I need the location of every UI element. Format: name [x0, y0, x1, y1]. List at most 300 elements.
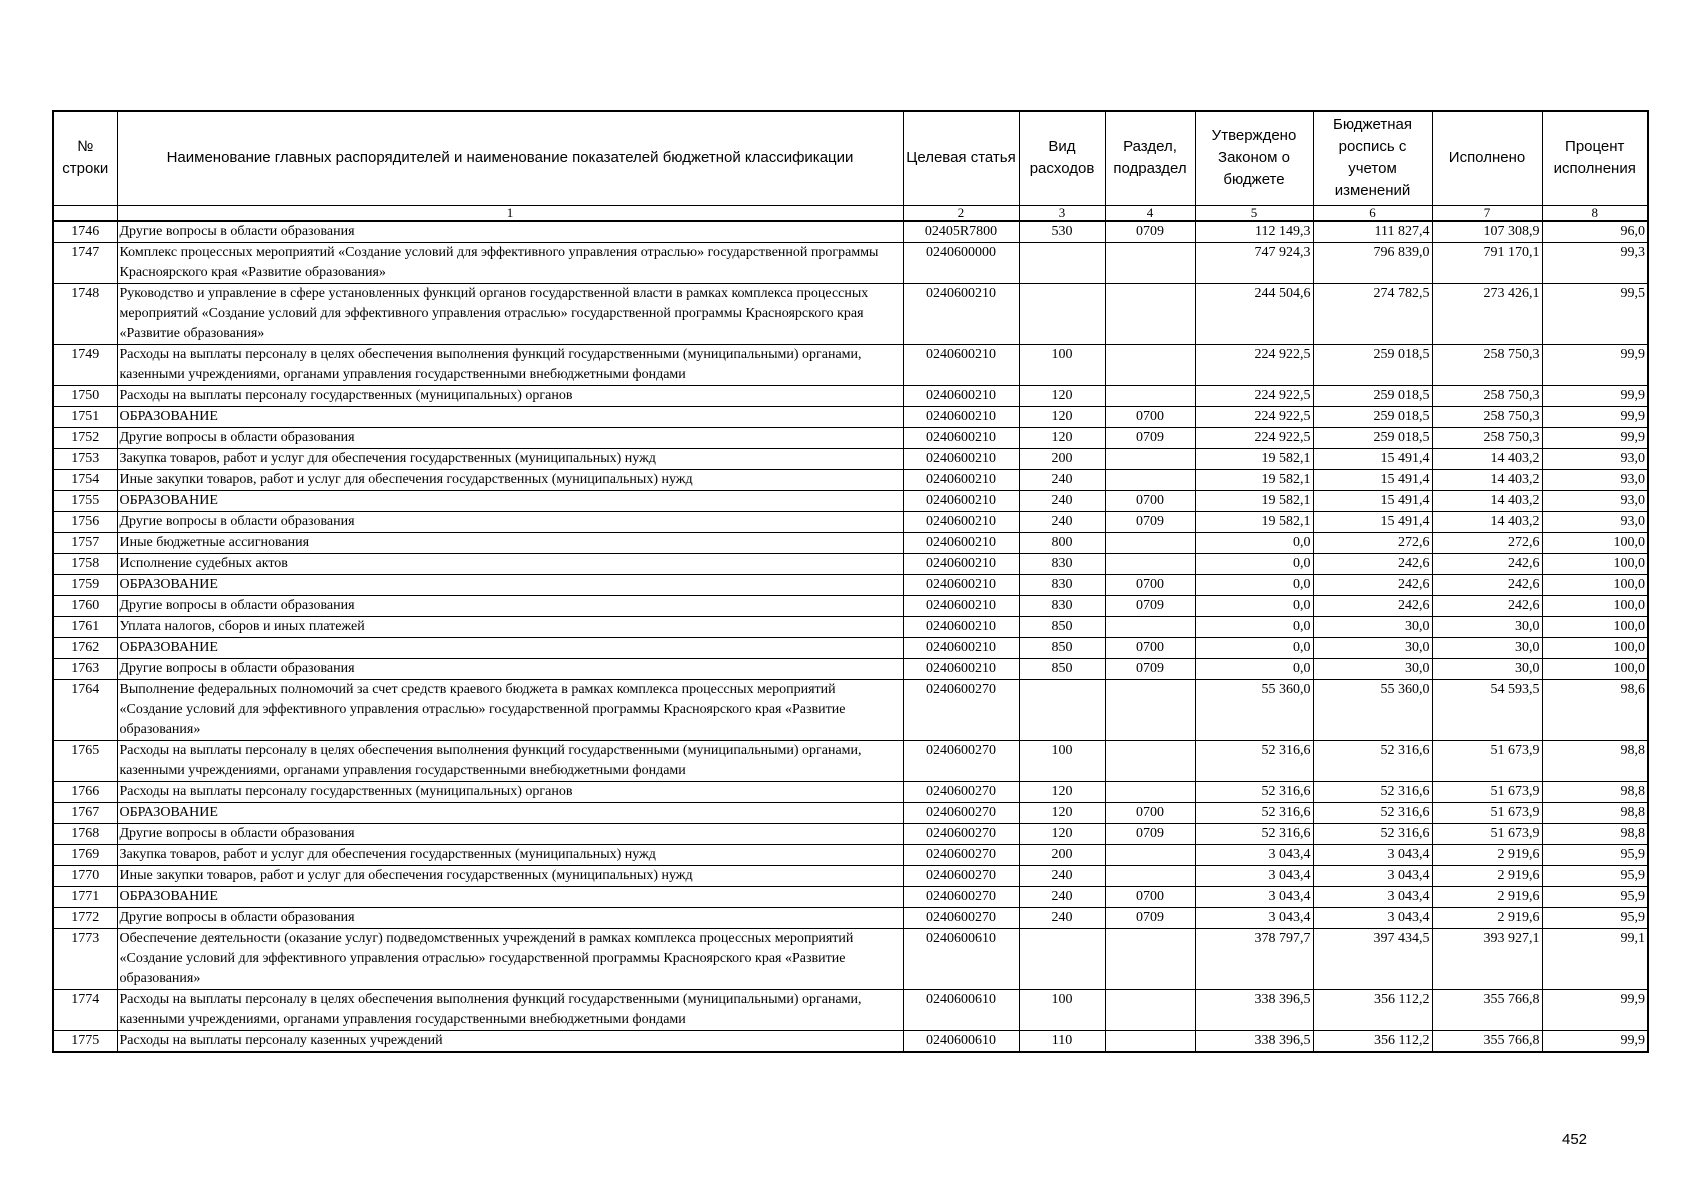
- row-number-cell: 1760: [53, 595, 117, 616]
- expense-type-cell: 240: [1019, 907, 1105, 928]
- page-number: 452: [1562, 1131, 1588, 1148]
- row-number-cell: 1775: [53, 1030, 117, 1052]
- section-cell: 0700: [1105, 802, 1195, 823]
- percent-cell: 93,0: [1542, 469, 1648, 490]
- approved-cell: 747 924,3: [1195, 242, 1313, 283]
- section-cell: 0709: [1105, 221, 1195, 243]
- name-cell: Расходы на выплаты персоналу в целях обеспечения выполнения функций государственными (муниципальными) органами, казенными учреждениями, органами управления государственными внебюджетными фондами: [117, 344, 903, 385]
- percent-cell: 100,0: [1542, 658, 1648, 679]
- target-article-cell: 0240600270: [903, 679, 1019, 740]
- percent-cell: 95,9: [1542, 886, 1648, 907]
- executed-cell: 51 673,9: [1432, 802, 1542, 823]
- approved-cell: 3 043,4: [1195, 886, 1313, 907]
- section-cell: [1105, 532, 1195, 553]
- budget-schedule-cell: 15 491,4: [1313, 469, 1432, 490]
- executed-cell: 273 426,1: [1432, 283, 1542, 344]
- executed-cell: 791 170,1: [1432, 242, 1542, 283]
- executed-cell: 14 403,2: [1432, 490, 1542, 511]
- budget-schedule-cell: 111 827,4: [1313, 221, 1432, 243]
- percent-cell: 98,8: [1542, 781, 1648, 802]
- expense-type-cell: 850: [1019, 637, 1105, 658]
- table-row: [53, 928, 1648, 989]
- percent-cell: 100,0: [1542, 595, 1648, 616]
- name-cell: Расходы на выплаты персоналу государственных (муниципальных) органов: [117, 781, 903, 802]
- table-row: [53, 865, 1648, 886]
- name-cell: ОБРАЗОВАНИЕ: [117, 886, 903, 907]
- section-cell: 0709: [1105, 427, 1195, 448]
- percent-cell: 98,8: [1542, 740, 1648, 781]
- budget-schedule-cell: 259 018,5: [1313, 385, 1432, 406]
- table-row: [53, 616, 1648, 637]
- percent-cell: 100,0: [1542, 553, 1648, 574]
- budget-schedule-cell: 3 043,4: [1313, 907, 1432, 928]
- name-cell: Другие вопросы в области образования: [117, 427, 903, 448]
- column-number: 8: [1542, 205, 1648, 221]
- name-cell: Расходы на выплаты персоналу государственных (муниципальных) органов: [117, 385, 903, 406]
- percent-cell: 99,9: [1542, 406, 1648, 427]
- percent-cell: 93,0: [1542, 511, 1648, 532]
- target-article-cell: 0240600610: [903, 928, 1019, 989]
- section-cell: [1105, 1030, 1195, 1052]
- expense-type-cell: 100: [1019, 989, 1105, 1030]
- section-cell: [1105, 385, 1195, 406]
- budget-schedule-cell: 272,6: [1313, 532, 1432, 553]
- approved-cell: 19 582,1: [1195, 511, 1313, 532]
- budget-schedule-cell: 52 316,6: [1313, 823, 1432, 844]
- executed-cell: 393 927,1: [1432, 928, 1542, 989]
- target-article-cell: 0240600210: [903, 574, 1019, 595]
- column-number: 2: [903, 205, 1019, 221]
- target-article-cell: 0240600270: [903, 802, 1019, 823]
- name-cell: Расходы на выплаты персоналу в целях обеспечения выполнения функций государственными (муниципальными) органами, казенными учреждениями, органами управления государственными внебюджетными фондами: [117, 989, 903, 1030]
- budget-schedule-cell: 356 112,2: [1313, 989, 1432, 1030]
- table-row: [53, 595, 1648, 616]
- column-number-row: [53, 205, 1648, 221]
- section-cell: [1105, 553, 1195, 574]
- table-row: [53, 344, 1648, 385]
- budget-schedule-cell: 15 491,4: [1313, 448, 1432, 469]
- expense-type-cell: 240: [1019, 886, 1105, 907]
- approved-cell: 3 043,4: [1195, 844, 1313, 865]
- percent-cell: 98,6: [1542, 679, 1648, 740]
- section-cell: [1105, 469, 1195, 490]
- table-row: [53, 553, 1648, 574]
- row-number-cell: 1773: [53, 928, 117, 989]
- name-cell: Другие вопросы в области образования: [117, 511, 903, 532]
- table-row: [53, 658, 1648, 679]
- executed-cell: 242,6: [1432, 595, 1542, 616]
- budget-execution-table: [52, 110, 1649, 1053]
- approved-cell: 0,0: [1195, 595, 1313, 616]
- row-number-cell: 1765: [53, 740, 117, 781]
- budget-schedule-cell: 15 491,4: [1313, 511, 1432, 532]
- row-number-cell: 1752: [53, 427, 117, 448]
- expense-type-cell: 830: [1019, 553, 1105, 574]
- executed-cell: 242,6: [1432, 553, 1542, 574]
- expense-type-cell: 850: [1019, 658, 1105, 679]
- target-article-cell: 0240600610: [903, 989, 1019, 1030]
- percent-cell: 99,9: [1542, 1030, 1648, 1052]
- approved-cell: 19 582,1: [1195, 448, 1313, 469]
- name-cell: Выполнение федеральных полномочий за счет средств краевого бюджета в рамках комплекса процессных мероприятий «Создание условий для эффективного управления отраслью» государственной программы Красноярского края «Развитие образования»: [117, 679, 903, 740]
- target-article-cell: 0240600270: [903, 781, 1019, 802]
- budget-schedule-cell: 242,6: [1313, 553, 1432, 574]
- header-target-article: Целевая статья: [903, 111, 1019, 205]
- expense-type-cell: 120: [1019, 823, 1105, 844]
- column-number: 3: [1019, 205, 1105, 221]
- expense-type-cell: 240: [1019, 490, 1105, 511]
- target-article-cell: 0240600210: [903, 406, 1019, 427]
- row-number-cell: 1758: [53, 553, 117, 574]
- executed-cell: 258 750,3: [1432, 406, 1542, 427]
- budget-schedule-cell: 55 360,0: [1313, 679, 1432, 740]
- approved-cell: 19 582,1: [1195, 490, 1313, 511]
- table-row: [53, 823, 1648, 844]
- row-number-cell: 1757: [53, 532, 117, 553]
- table-row: [53, 427, 1648, 448]
- table-row: [53, 406, 1648, 427]
- header-approved: Утверждено Законом о бюджете: [1195, 111, 1313, 205]
- section-cell: [1105, 242, 1195, 283]
- budget-schedule-cell: 274 782,5: [1313, 283, 1432, 344]
- row-number-cell: 1767: [53, 802, 117, 823]
- table-row: [53, 886, 1648, 907]
- expense-type-cell: 200: [1019, 448, 1105, 469]
- row-number-cell: 1772: [53, 907, 117, 928]
- approved-cell: 19 582,1: [1195, 469, 1313, 490]
- target-article-cell: 0240600610: [903, 1030, 1019, 1052]
- percent-cell: 93,0: [1542, 490, 1648, 511]
- executed-cell: 107 308,9: [1432, 221, 1542, 243]
- name-cell: Закупка товаров, работ и услуг для обеспечения государственных (муниципальных) нужд: [117, 448, 903, 469]
- table-row: [53, 1030, 1648, 1052]
- table-row: [53, 679, 1648, 740]
- expense-type-cell: 110: [1019, 1030, 1105, 1052]
- section-cell: 0709: [1105, 658, 1195, 679]
- row-number-cell: 1774: [53, 989, 117, 1030]
- percent-cell: 98,8: [1542, 802, 1648, 823]
- expense-type-cell: [1019, 242, 1105, 283]
- section-cell: [1105, 989, 1195, 1030]
- target-article-cell: 0240600210: [903, 511, 1019, 532]
- table-row: [53, 989, 1648, 1030]
- executed-cell: 258 750,3: [1432, 344, 1542, 385]
- budget-schedule-cell: 259 018,5: [1313, 427, 1432, 448]
- row-number-cell: 1748: [53, 283, 117, 344]
- approved-cell: 52 316,6: [1195, 740, 1313, 781]
- header-percent: Процент исполнения: [1542, 111, 1648, 205]
- row-number-cell: 1754: [53, 469, 117, 490]
- budget-schedule-cell: 3 043,4: [1313, 844, 1432, 865]
- percent-cell: 99,5: [1542, 283, 1648, 344]
- name-cell: Исполнение судебных актов: [117, 553, 903, 574]
- approved-cell: 52 316,6: [1195, 781, 1313, 802]
- target-article-cell: 0240600000: [903, 242, 1019, 283]
- row-number-cell: 1761: [53, 616, 117, 637]
- expense-type-cell: 200: [1019, 844, 1105, 865]
- row-number-cell: 1766: [53, 781, 117, 802]
- budget-schedule-cell: 30,0: [1313, 637, 1432, 658]
- column-number: 4: [1105, 205, 1195, 221]
- expense-type-cell: 100: [1019, 344, 1105, 385]
- expense-type-cell: 530: [1019, 221, 1105, 243]
- percent-cell: 95,9: [1542, 844, 1648, 865]
- approved-cell: 55 360,0: [1195, 679, 1313, 740]
- table-row: [53, 242, 1648, 283]
- table-body: [53, 221, 1648, 1052]
- target-article-cell: 0240600210: [903, 427, 1019, 448]
- table-row: [53, 907, 1648, 928]
- approved-cell: 338 396,5: [1195, 989, 1313, 1030]
- percent-cell: 100,0: [1542, 574, 1648, 595]
- budget-schedule-cell: 242,6: [1313, 595, 1432, 616]
- percent-cell: 98,8: [1542, 823, 1648, 844]
- row-number-cell: 1764: [53, 679, 117, 740]
- name-cell: Другие вопросы в области образования: [117, 595, 903, 616]
- executed-cell: 51 673,9: [1432, 781, 1542, 802]
- target-article-cell: 0240600210: [903, 595, 1019, 616]
- row-number-cell: 1768: [53, 823, 117, 844]
- percent-cell: 99,1: [1542, 928, 1648, 989]
- executed-cell: 2 919,6: [1432, 886, 1542, 907]
- name-cell: ОБРАЗОВАНИЕ: [117, 574, 903, 595]
- expense-type-cell: 850: [1019, 616, 1105, 637]
- target-article-cell: 0240600210: [903, 532, 1019, 553]
- expense-type-cell: 240: [1019, 865, 1105, 886]
- section-cell: [1105, 844, 1195, 865]
- row-number-cell: 1747: [53, 242, 117, 283]
- expense-type-cell: 800: [1019, 532, 1105, 553]
- name-cell: Руководство и управление в сфере установленных функций органов государственной власти в рамках комплекса процессных мероприятий «Создание условий для эффективного управления отраслью» государственной программы Красноярского края «Развитие образования»: [117, 283, 903, 344]
- approved-cell: 338 396,5: [1195, 1030, 1313, 1052]
- executed-cell: 14 403,2: [1432, 511, 1542, 532]
- approved-cell: 0,0: [1195, 616, 1313, 637]
- row-number-cell: 1746: [53, 221, 117, 243]
- budget-schedule-cell: 796 839,0: [1313, 242, 1432, 283]
- expense-type-cell: [1019, 679, 1105, 740]
- target-article-cell: 0240600210: [903, 490, 1019, 511]
- section-cell: [1105, 616, 1195, 637]
- approved-cell: 224 922,5: [1195, 427, 1313, 448]
- executed-cell: 258 750,3: [1432, 385, 1542, 406]
- name-cell: ОБРАЗОВАНИЕ: [117, 490, 903, 511]
- header-budget-schedule: Бюджетная роспись с учетом изменений: [1313, 111, 1432, 205]
- budget-schedule-cell: 15 491,4: [1313, 490, 1432, 511]
- executed-cell: 51 673,9: [1432, 823, 1542, 844]
- table-row: [53, 574, 1648, 595]
- target-article-cell: 0240600210: [903, 658, 1019, 679]
- executed-cell: 54 593,5: [1432, 679, 1542, 740]
- approved-cell: 3 043,4: [1195, 865, 1313, 886]
- approved-cell: 3 043,4: [1195, 907, 1313, 928]
- column-number: 1: [117, 205, 903, 221]
- approved-cell: 0,0: [1195, 532, 1313, 553]
- table-row: [53, 511, 1648, 532]
- section-cell: 0700: [1105, 886, 1195, 907]
- executed-cell: 2 919,6: [1432, 844, 1542, 865]
- budget-schedule-cell: 259 018,5: [1313, 406, 1432, 427]
- header-expense-type: Вид расходов: [1019, 111, 1105, 205]
- section-cell: [1105, 865, 1195, 886]
- name-cell: Другие вопросы в области образования: [117, 221, 903, 243]
- column-number: 6: [1313, 205, 1432, 221]
- expense-type-cell: 240: [1019, 511, 1105, 532]
- row-number-cell: 1751: [53, 406, 117, 427]
- column-number: 5: [1195, 205, 1313, 221]
- approved-cell: 52 316,6: [1195, 823, 1313, 844]
- table-row: [53, 385, 1648, 406]
- section-cell: [1105, 344, 1195, 385]
- name-cell: Иные бюджетные ассигнования: [117, 532, 903, 553]
- budget-schedule-cell: 356 112,2: [1313, 1030, 1432, 1052]
- section-cell: 0700: [1105, 574, 1195, 595]
- table-row: [53, 469, 1648, 490]
- table-row: [53, 283, 1648, 344]
- section-cell: [1105, 448, 1195, 469]
- percent-cell: 99,9: [1542, 989, 1648, 1030]
- table-row: [53, 448, 1648, 469]
- header-executed: Исполнено: [1432, 111, 1542, 205]
- approved-cell: 224 922,5: [1195, 385, 1313, 406]
- executed-cell: 30,0: [1432, 637, 1542, 658]
- approved-cell: 378 797,7: [1195, 928, 1313, 989]
- percent-cell: 99,9: [1542, 427, 1648, 448]
- expense-type-cell: 120: [1019, 781, 1105, 802]
- section-cell: 0709: [1105, 823, 1195, 844]
- row-number-cell: 1759: [53, 574, 117, 595]
- section-cell: [1105, 781, 1195, 802]
- budget-schedule-cell: 30,0: [1313, 616, 1432, 637]
- name-cell: Расходы на выплаты персоналу казенных учреждений: [117, 1030, 903, 1052]
- section-cell: 0700: [1105, 637, 1195, 658]
- section-cell: 0700: [1105, 406, 1195, 427]
- row-number-cell: 1763: [53, 658, 117, 679]
- row-number-cell: 1753: [53, 448, 117, 469]
- executed-cell: 242,6: [1432, 574, 1542, 595]
- target-article-cell: 0240600210: [903, 616, 1019, 637]
- executed-cell: 258 750,3: [1432, 427, 1542, 448]
- target-article-cell: 0240600270: [903, 907, 1019, 928]
- percent-cell: 100,0: [1542, 637, 1648, 658]
- expense-type-cell: 120: [1019, 385, 1105, 406]
- name-cell: Закупка товаров, работ и услуг для обеспечения государственных (муниципальных) нужд: [117, 844, 903, 865]
- target-article-cell: 0240600210: [903, 637, 1019, 658]
- target-article-cell: 0240600270: [903, 886, 1019, 907]
- header-name: Наименование главных распорядителей и наименование показателей бюджетной классификации: [117, 111, 903, 205]
- budget-schedule-cell: 3 043,4: [1313, 865, 1432, 886]
- expense-type-cell: 120: [1019, 427, 1105, 448]
- row-number-cell: 1755: [53, 490, 117, 511]
- approved-cell: 244 504,6: [1195, 283, 1313, 344]
- expense-type-cell: 240: [1019, 469, 1105, 490]
- target-article-cell: 0240600270: [903, 740, 1019, 781]
- approved-cell: 224 922,5: [1195, 406, 1313, 427]
- executed-cell: 30,0: [1432, 616, 1542, 637]
- approved-cell: 52 316,6: [1195, 802, 1313, 823]
- executed-cell: 14 403,2: [1432, 469, 1542, 490]
- row-number-cell: 1756: [53, 511, 117, 532]
- target-article-cell: 0240600270: [903, 823, 1019, 844]
- percent-cell: 95,9: [1542, 865, 1648, 886]
- target-article-cell: 0240600210: [903, 283, 1019, 344]
- name-cell: Расходы на выплаты персоналу в целях обеспечения выполнения функций государственными (муниципальными) органами, казенными учреждениями, органами управления государственными внебюджетными фондами: [117, 740, 903, 781]
- target-article-cell: 0240600210: [903, 469, 1019, 490]
- percent-cell: 99,3: [1542, 242, 1648, 283]
- expense-type-cell: 120: [1019, 802, 1105, 823]
- table-row: [53, 637, 1648, 658]
- percent-cell: 99,9: [1542, 344, 1648, 385]
- section-cell: 0709: [1105, 907, 1195, 928]
- approved-cell: 224 922,5: [1195, 344, 1313, 385]
- approved-cell: 112 149,3: [1195, 221, 1313, 243]
- section-cell: [1105, 679, 1195, 740]
- row-number-cell: 1749: [53, 344, 117, 385]
- budget-schedule-cell: 259 018,5: [1313, 344, 1432, 385]
- name-cell: ОБРАЗОВАНИЕ: [117, 406, 903, 427]
- budget-schedule-cell: 242,6: [1313, 574, 1432, 595]
- row-number-cell: 1762: [53, 637, 117, 658]
- section-cell: 0709: [1105, 595, 1195, 616]
- table-row: [53, 532, 1648, 553]
- percent-cell: 95,9: [1542, 907, 1648, 928]
- approved-cell: 0,0: [1195, 658, 1313, 679]
- executed-cell: 2 919,6: [1432, 865, 1542, 886]
- expense-type-cell: [1019, 283, 1105, 344]
- name-cell: Иные закупки товаров, работ и услуг для обеспечения государственных (муниципальных) нужд: [117, 865, 903, 886]
- target-article-cell: 0240600210: [903, 448, 1019, 469]
- executed-cell: 355 766,8: [1432, 1030, 1542, 1052]
- name-cell: Другие вопросы в области образования: [117, 658, 903, 679]
- budget-schedule-cell: 30,0: [1313, 658, 1432, 679]
- percent-cell: 99,9: [1542, 385, 1648, 406]
- percent-cell: 100,0: [1542, 616, 1648, 637]
- target-article-cell: 0240600210: [903, 385, 1019, 406]
- table-row: [53, 740, 1648, 781]
- executed-cell: 30,0: [1432, 658, 1542, 679]
- section-cell: [1105, 928, 1195, 989]
- column-number: 7: [1432, 205, 1542, 221]
- section-cell: 0700: [1105, 490, 1195, 511]
- executed-cell: 272,6: [1432, 532, 1542, 553]
- name-cell: Иные закупки товаров, работ и услуг для обеспечения государственных (муниципальных) нужд: [117, 469, 903, 490]
- section-cell: 0709: [1105, 511, 1195, 532]
- name-cell: Уплата налогов, сборов и иных платежей: [117, 616, 903, 637]
- name-cell: ОБРАЗОВАНИЕ: [117, 802, 903, 823]
- header-row-number: № строки: [53, 111, 117, 205]
- row-number-cell: 1769: [53, 844, 117, 865]
- row-number-cell: 1750: [53, 385, 117, 406]
- expense-type-cell: 830: [1019, 595, 1105, 616]
- column-number: [53, 205, 117, 221]
- budget-schedule-cell: 52 316,6: [1313, 740, 1432, 781]
- expense-type-cell: 100: [1019, 740, 1105, 781]
- approved-cell: 0,0: [1195, 637, 1313, 658]
- expense-type-cell: [1019, 928, 1105, 989]
- table-row: [53, 221, 1648, 243]
- percent-cell: 93,0: [1542, 448, 1648, 469]
- name-cell: ОБРАЗОВАНИЕ: [117, 637, 903, 658]
- target-article-cell: 0240600270: [903, 865, 1019, 886]
- table-row: [53, 802, 1648, 823]
- executed-cell: 14 403,2: [1432, 448, 1542, 469]
- expense-type-cell: 120: [1019, 406, 1105, 427]
- budget-schedule-cell: 52 316,6: [1313, 802, 1432, 823]
- table-header-row: [53, 111, 1648, 205]
- percent-cell: 100,0: [1542, 532, 1648, 553]
- target-article-cell: 0240600270: [903, 844, 1019, 865]
- table-row: [53, 781, 1648, 802]
- table-row: [53, 490, 1648, 511]
